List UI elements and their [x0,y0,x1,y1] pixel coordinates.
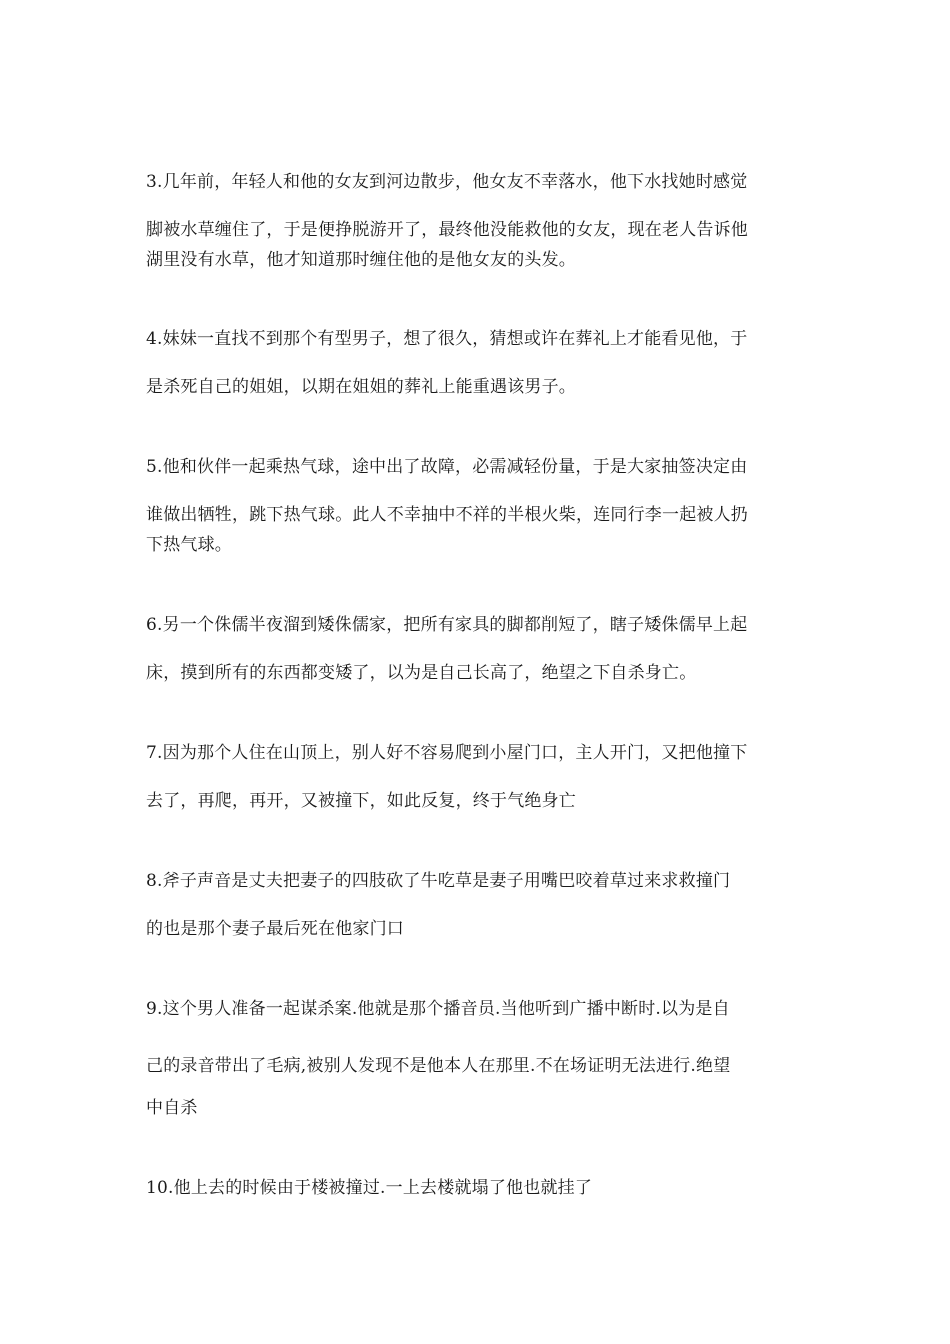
paragraph-5-line-3: 下热气球。 [146,535,232,555]
paragraph-4-line-2: 是杀死自己的姐姐，以期在姐姐的葬礼上能重遇该男子。 [146,377,576,397]
paragraph-3-line-3: 湖里没有水草，他才知道那时缠住他的是他女友的头发。 [146,250,576,270]
paragraph-4-line-1: 4.妹妹一直找不到那个有型男子，想了很久，猜想或许在葬礼上才能看见他，于 [146,329,748,349]
paragraph-9-line-3: 中自杀 [146,1098,198,1118]
paragraph-8-line-1: 8.斧子声音是丈夫把妻子的四肢砍了牛吃草是妻子用嘴巴咬着草过来求救撞门 [146,871,731,891]
paragraph-9-line-1: 9.这个男人准备一起谋杀案.他就是那个播音员.当他听到广播中断时.以为是自 [146,999,730,1019]
paragraph-9-line-2: 己的录音带出了毛病,被别人发现不是他本人在那里.不在场证明无法进行.绝望 [146,1056,731,1076]
paragraph-10-line-1: 10.他上去的时候由于楼被撞过.一上去楼就塌了他也就挂了 [146,1178,593,1198]
paragraph-7-line-1: 7.因为那个人住在山顶上，别人好不容易爬到小屋门口，主人开门，又把他撞下 [146,743,748,763]
paragraph-5-line-1: 5.他和伙伴一起乘热气球，途中出了故障，必需减轻份量，于是大家抽签决定由 [146,457,748,477]
paragraph-5-line-2: 谁做出牺牲，跳下热气球。此人不幸抽中不祥的半根火柴，连同行李一起被人扔 [146,505,748,525]
paragraph-6-line-2: 床，摸到所有的东西都变矮了，以为是自己长高了，绝望之下自杀身亡。 [146,663,697,683]
paragraph-3-line-2: 脚被水草缠住了，于是便挣脱游开了，最终他没能救他的女友，现在老人告诉他 [146,220,748,240]
paragraph-7-line-2: 去了，再爬，再开，又被撞下，如此反复，终于气绝身亡 [146,791,576,811]
paragraph-6-line-1: 6.另一个侏儒半夜溜到矮侏儒家，把所有家具的脚都削短了，瞎子矮侏儒早上起 [146,615,748,635]
paragraph-3-line-1: 3.几年前，年轻人和他的女友到河边散步，他女友不幸落水，他下水找她时感觉 [146,172,748,192]
paragraph-8-line-2: 的也是那个妻子最后死在他家门口 [146,919,404,939]
